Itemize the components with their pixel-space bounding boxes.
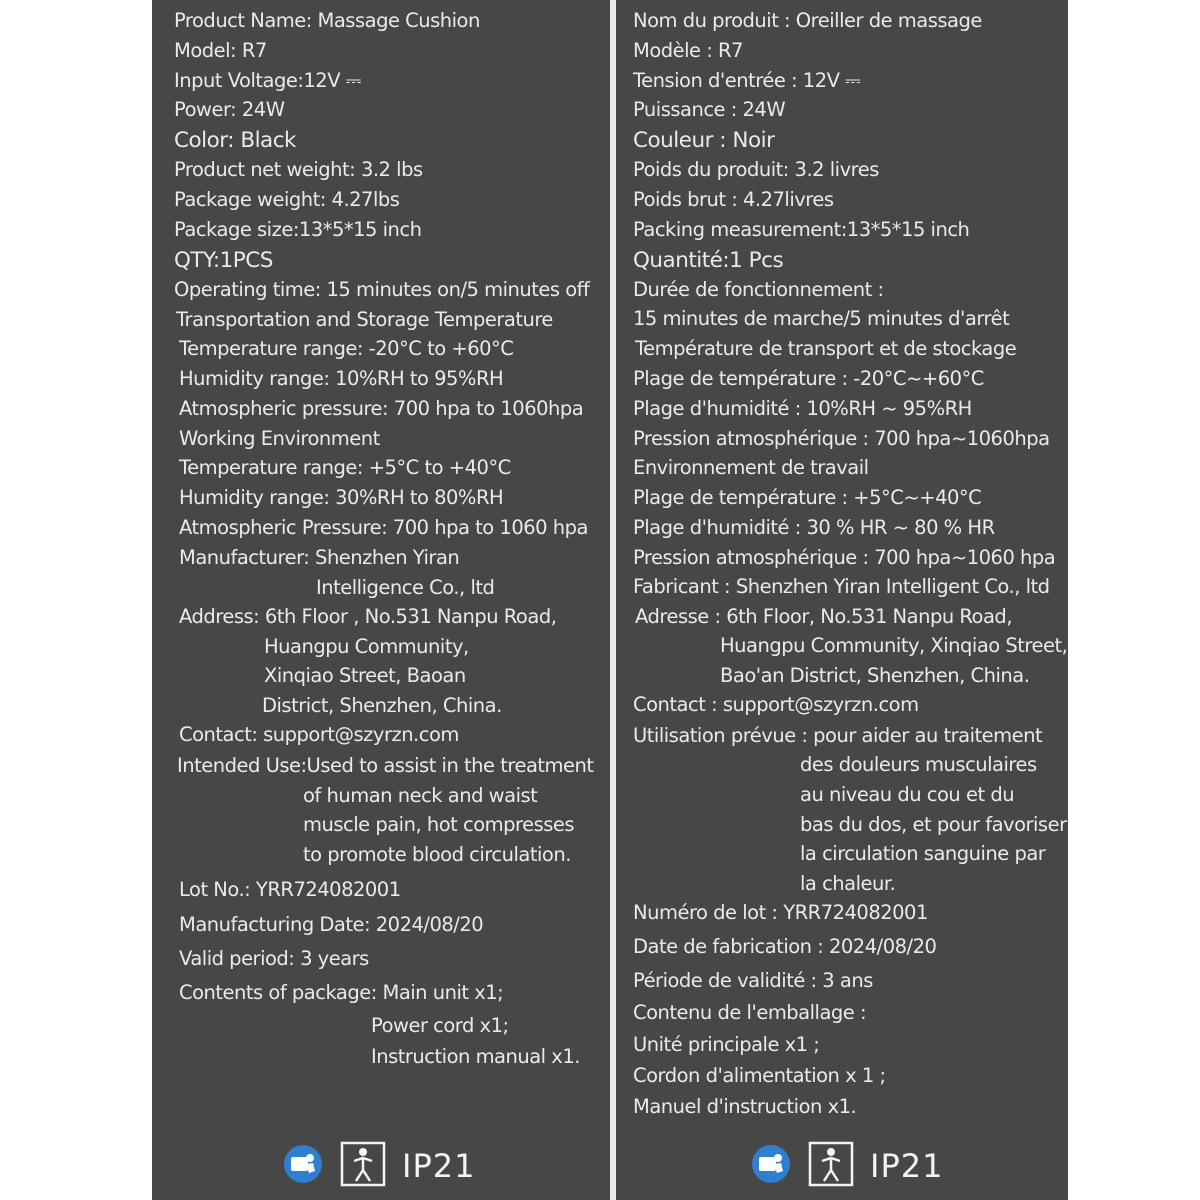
valid-period: Valid period: 3 years [179,947,369,970]
quantity-fr: Quantité:1 Pcs [633,248,784,273]
input-voltage: Input Voltage:12V ⎓ [174,69,361,92]
model: Model: R7 [174,39,267,62]
working-heading: Working Environment [179,427,380,450]
net-weight: Product net weight: 3.2 lbs [174,158,423,181]
package-contents-fr: Contenu de l'emballage : [633,1001,867,1024]
manufacturing-date: Manufacturing Date: 2024/08/20 [179,913,484,936]
package-weight-fr: Poids brut : 4.27livres [633,188,834,211]
instructions-manual-icon [282,1143,324,1189]
package-contents-3: Instruction manual x1. [371,1045,580,1068]
color-fr: Couleur : Noir [633,128,775,153]
storage-temperature-fr: Plage de température : -20°C~+60°C [633,367,984,390]
package-contents: Contents of package: Main unit x1; [179,981,504,1004]
intended-use-3: muscle pain, hot compresses [303,813,575,836]
power-fr: Puissance : 24W [633,98,786,121]
instructions-manual-icon [750,1143,792,1189]
intended-use: Intended Use:Used to assist in the treatment [177,754,594,777]
ip-rating: IP21 [402,1147,476,1185]
type-bf-applied-part-icon [340,1141,386,1191]
address-line-3: Xinqiao Street, Baoan [264,664,466,687]
working-pressure: Atmospheric Pressure: 700 hpa to 1060 hpa [179,516,588,539]
column-divider [610,0,616,1200]
storage-humidity-fr: Plage d'humidité : 10%RH ~ 95%RH [633,397,972,420]
package-contents-fr-2: Unité principale x1 ; [633,1033,820,1056]
manufacturer: Manufacturer: Shenzhen Yiran [179,546,460,569]
contact-fr: Contact : support@szyrzn.com [633,693,919,716]
storage-temperature: Temperature range: -20°C to +60°C [179,337,514,360]
working-pressure-fr: Pression atmosphérique : 700 hpa~1060 hpa [633,546,1056,569]
operating-time: Operating time: 15 minutes on/5 minutes off [174,278,590,301]
manufacturer-cont: Intelligence Co., ltd [316,576,495,599]
package-contents-2: Power cord x1; [371,1014,509,1037]
address-fr-2: Huangpu Community, Xinqiao Street, [720,634,1068,657]
working-humidity: Humidity range: 30%RH to 80%RH [179,486,504,509]
address-line-4: District, Shenzhen, China. [262,694,502,717]
product-name-fr: Nom du produit : Oreiller de massage [633,9,982,32]
intended-use-2: of human neck and waist [303,784,538,807]
package-weight: Package weight: 4.27lbs [174,188,400,211]
working-heading-fr: Environnement de travail [633,456,869,479]
package-contents-fr-3: Cordon d'alimentation x 1 ; [633,1064,886,1087]
address-fr-3: Bao'an District, Shenzhen, China. [720,664,1030,687]
manufacturer-fr: Fabricant : Shenzhen Yiran Intelligent Co., ltd [633,575,1050,598]
net-weight-fr: Poids du produit: 3.2 livres [633,158,879,181]
operating-time-fr-2: 15 minutes de marche/5 minutes d'arrêt [633,307,1010,330]
lot-number-fr: Numéro de lot : YRR724082001 [633,901,928,924]
model-fr: Modèle : R7 [633,39,743,62]
address: Address: 6th Floor , No.531 Nanpu Road, [179,605,557,628]
manufacturing-date-fr: Date de fabrication : 2024/08/20 [633,935,937,958]
color: Color: Black [174,128,297,153]
lot-number: Lot No.: YRR724082001 [179,878,401,901]
intended-use-fr-2: des douleurs musculaires [800,753,1037,776]
input-voltage-fr: Tension d'entrée : 12V ⎓ [633,69,861,92]
quantity: QTY:1PCS [174,248,273,273]
storage-heading: Transportation and Storage Temperature [176,308,553,331]
intended-use-4: to promote blood circulation. [303,843,571,866]
storage-heading-fr: Température de transport et de stockage [635,337,1017,360]
symbols-row [282,1140,475,1192]
address-line-2: Huangpu Community, [264,635,469,658]
symbols-row-fr [750,1140,943,1192]
intended-use-fr: Utilisation prévue : pour aider au traitement [633,724,1043,747]
storage-humidity: Humidity range: 10%RH to 95%RH [179,367,504,390]
intended-use-fr-3: au niveau du cou et du [800,783,1015,806]
contact: Contact: support@szyrzn.com [179,723,459,746]
address-fr: Adresse : 6th Floor, No.531 Nanpu Road, [635,605,1013,628]
working-humidity-fr: Plage d'humidité : 30 % HR ~ 80 % HR [633,516,995,539]
product-name: Product Name: Massage Cushion [174,9,480,32]
intended-use-fr-6: la chaleur. [800,872,896,895]
power: Power: 24W [174,98,285,121]
storage-pressure-fr: Pression atmosphérique : 700 hpa~1060hpa [633,427,1050,450]
ip-rating-fr: IP21 [870,1147,944,1185]
storage-pressure: Atmospheric pressure: 700 hpa to 1060hpa [179,397,584,420]
package-size-fr: Packing measurement:13*5*15 inch [633,218,970,241]
intended-use-fr-4: bas du dos, et pour favoriser [800,813,1067,836]
package-contents-fr-4: Manuel d'instruction x1. [633,1095,857,1118]
operating-time-fr: Durée de fonctionnement : [633,278,884,301]
type-bf-applied-part-icon [808,1141,854,1191]
working-temperature-fr: Plage de température : +5°C~+40°C [633,486,982,509]
working-temperature: Temperature range: +5°C to +40°C [179,456,511,479]
valid-period-fr: Période de validité : 3 ans [633,969,873,992]
package-size: Package size:13*5*15 inch [174,218,422,241]
intended-use-fr-5: la circulation sanguine par [800,842,1046,865]
